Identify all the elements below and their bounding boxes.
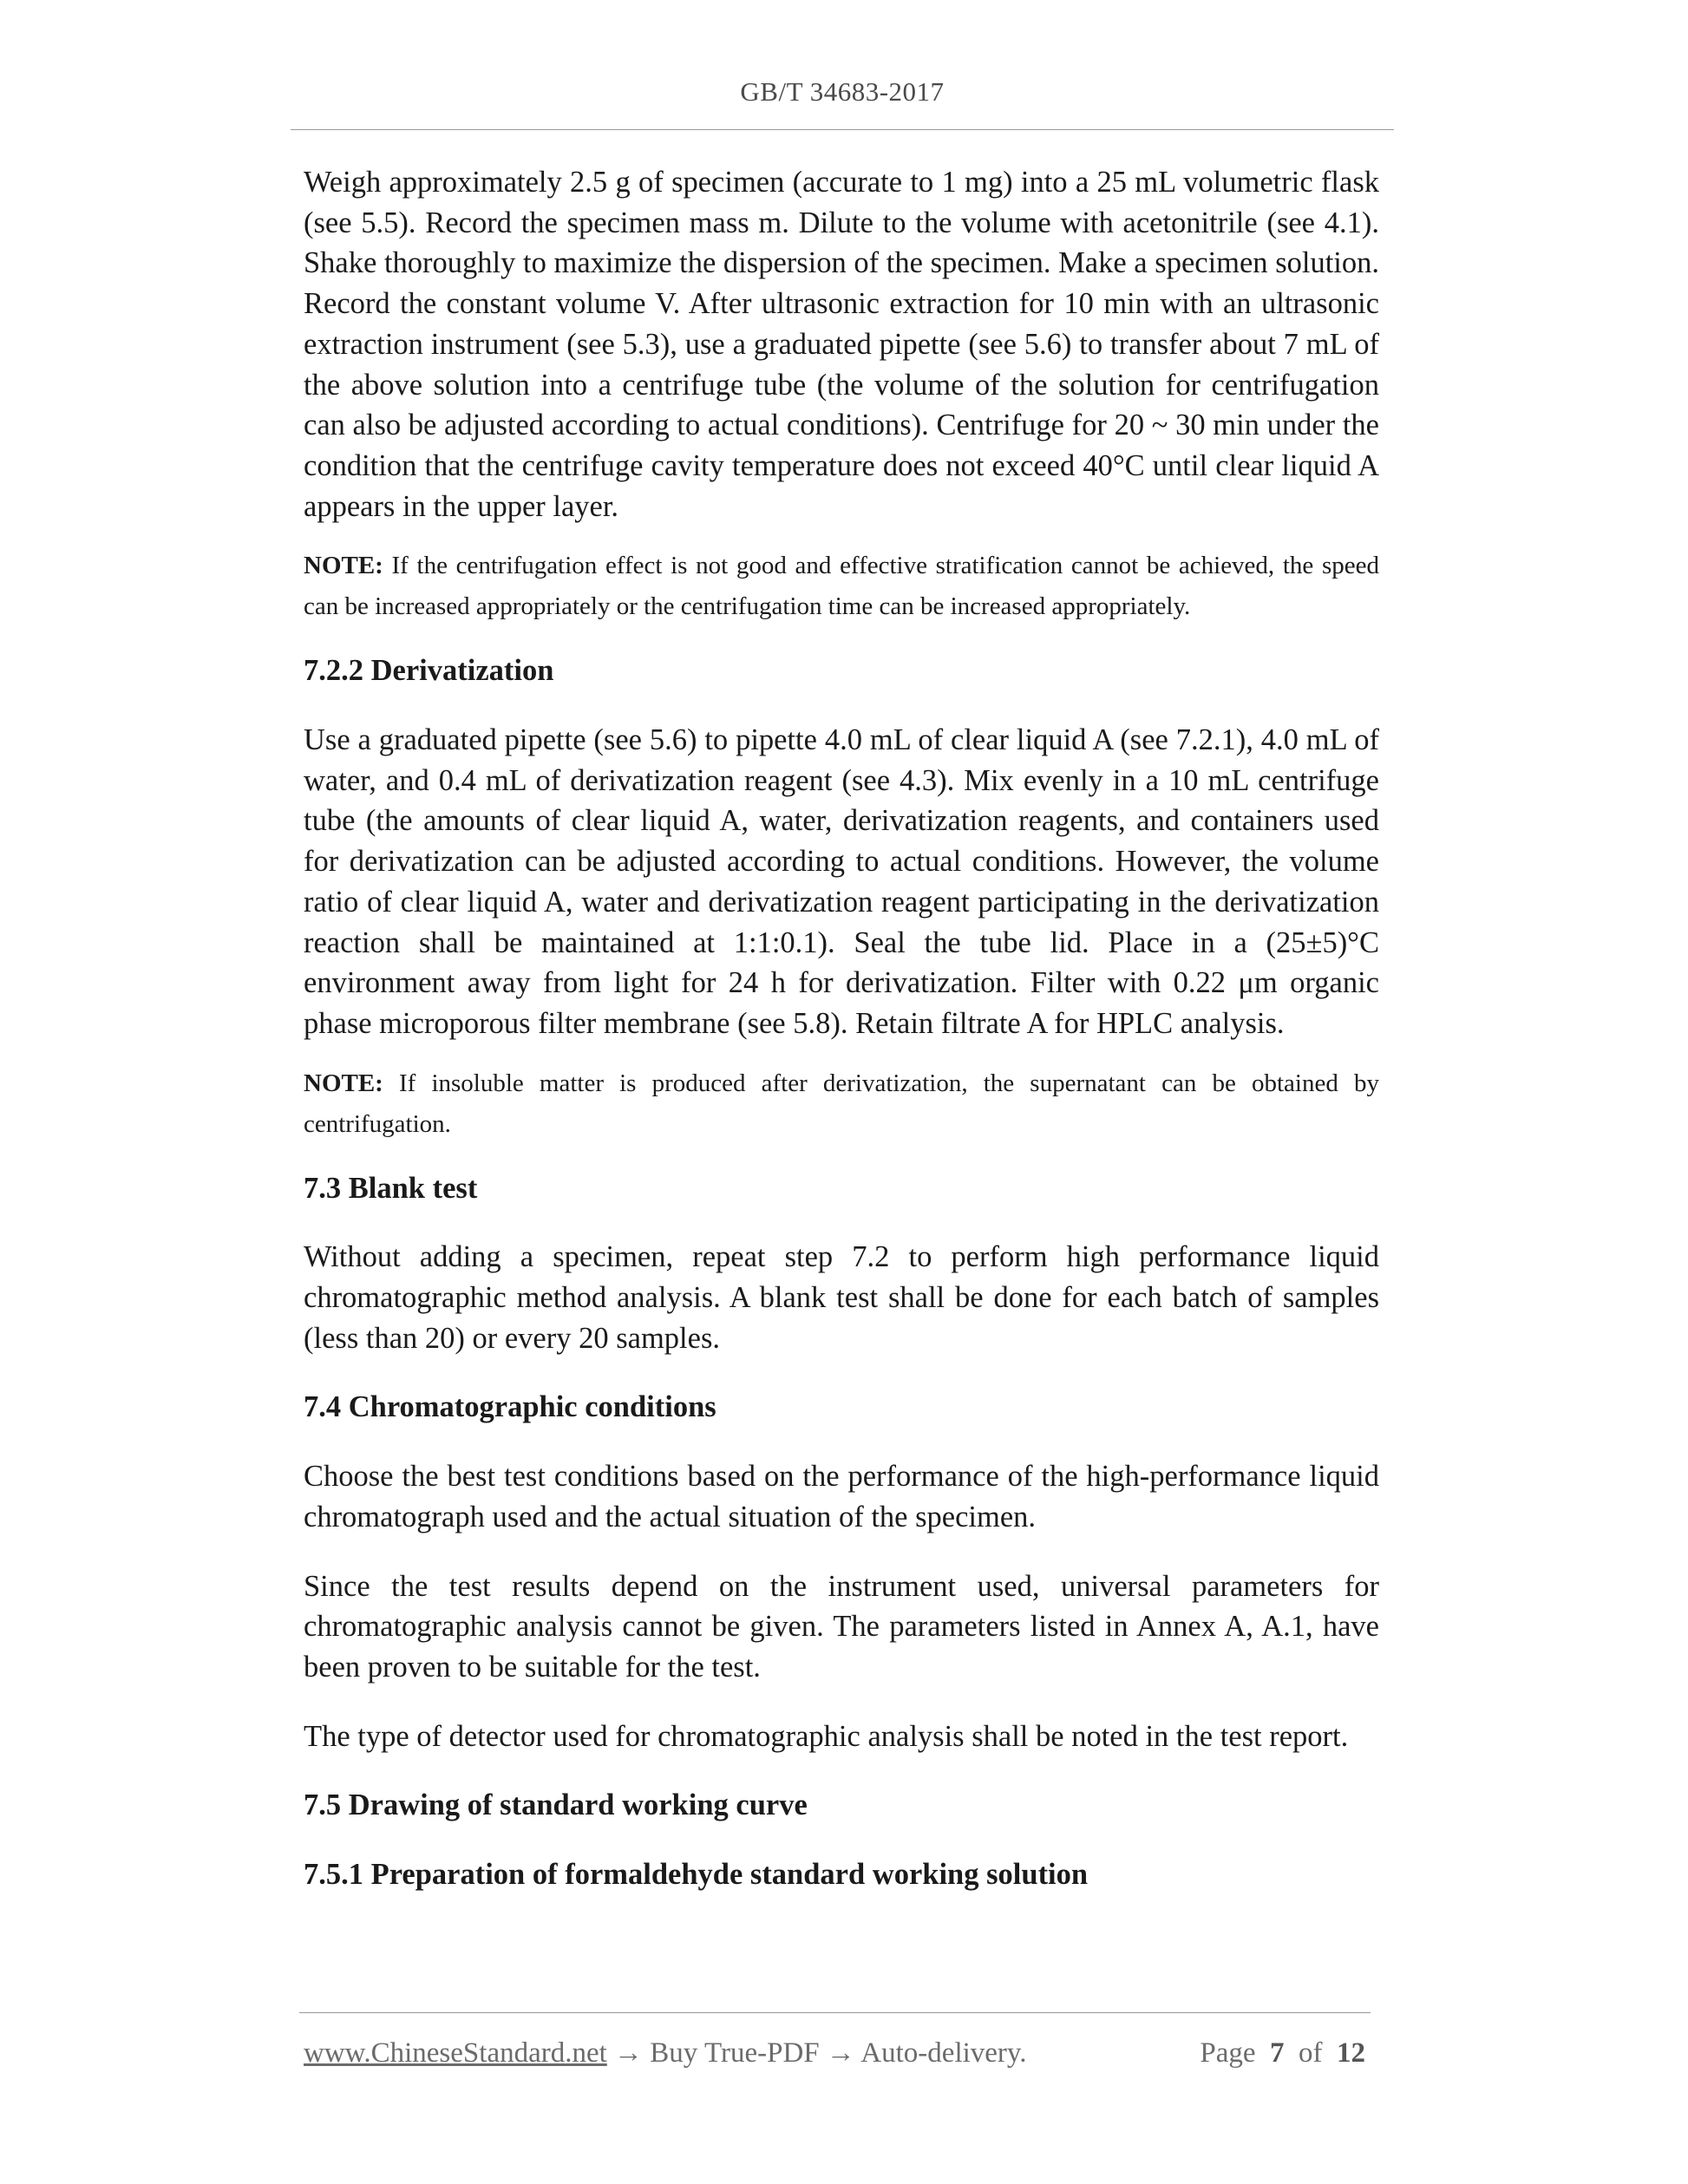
footer-divider: [299, 2012, 1371, 2013]
section-heading-7-5: 7.5 Drawing of standard working curve: [304, 1788, 808, 1822]
header-divider: [291, 129, 1394, 130]
page-indicator: [1200, 2032, 1365, 2074]
footer-promo-text: → Buy True-PDF → Auto-delivery.: [606, 2037, 1027, 2069]
note-text: If the centrifugation effect is not good and effective stratification cannot be achieved, the speed can be increased appropriately or the centrifugation time can be increased appropriately.: [304, 552, 1379, 621]
of-word: of: [1299, 2037, 1323, 2069]
page-footer: [304, 2032, 1371, 2074]
note-insoluble-matter: [304, 1063, 1379, 1145]
paragraph-blank-test: Without adding a specimen, repeat step 7.2 to perform high performance liquid chromatographic method analysis. A blank test shall be done for each batch of samples (less than 20) or every 20 samples.: [304, 1240, 1379, 1355]
note-text: If insoluble matter is produced after derivatization, the supernatant can be obtained by centrifugation.: [304, 1069, 1379, 1138]
page-word: Page: [1200, 2037, 1256, 2069]
paragraph-detector-type: The type of detector used for chromatographic analysis shall be noted in the test report.: [304, 1719, 1349, 1753]
note-label: NOTE:: [304, 1069, 383, 1097]
note-label: NOTE:: [304, 552, 383, 580]
note-centrifugation: [304, 546, 1379, 627]
section-heading-7-3: 7.3 Blank test: [304, 1171, 478, 1205]
section-heading-7-5-1: 7.5.1 Preparation of formaldehyde standard working solution: [304, 1858, 1089, 1892]
paragraph-derivatization: Use a graduated pipette (see 5.6) to pipette 4.0 mL of clear liquid A (see 7.2.1), 4.0 mL of water, and 0.4 mL of derivatization reagent (see 4.3). Mix evenly in a 10 mL centrifuge tube (the amounts of clear liquid A, water, derivatization reagents, and containers used for derivatization can be adjusted according to actual conditions. However, the volume ratio of clear liquid A, water and derivatization reagent participating in the derivatization reaction shall be maintained at 1:1:0.1). Seal the tube lid. Place in a (25±5)°C environment away from light for 24 h for derivatization. Filter with 0.22 μm organic phase microporous filter membrane (see 5.8). Retain filtrate A for HPLC analysis.: [304, 723, 1379, 1040]
paragraph-universal-parameters: Since the test results depend on the instrument used, universal parameters for chromatographic analysis cannot be given. The parameters listed in Annex A, A.1, have been proven to be suitable for the test.: [304, 1569, 1379, 1684]
document-code-header: GB/T 34683-2017: [740, 76, 945, 107]
page-body: [304, 162, 1379, 1895]
paragraph-test-conditions: Choose the best test conditions based on the performance of the high-performance liquid chromatograph used and the actual situation of the specimen.: [304, 1460, 1379, 1533]
section-heading-7-4: 7.4 Chromatographic conditions: [304, 1390, 716, 1424]
total-page-count: 12: [1337, 2037, 1365, 2069]
current-page-number: 7: [1270, 2037, 1285, 2069]
section-heading-7-2-2: 7.2.2 Derivatization: [304, 654, 554, 688]
paragraph-specimen-preparation: Weigh approximately 2.5 g of specimen (accurate to 1 mg) into a 25 mL volumetric flask (see 5.5). Record the specimen mass m. Dilute to the volume with acetonitrile (see 4.1). Shake thoroughly to maximize the dispersion of the specimen. Make a specimen solution. Record the constant volume V. After ultrasonic extraction for 10 min with an ultrasonic extraction instrument (see 5.3), use a graduated pipette (see 5.6) to transfer about 7 mL of the above solution into a centrifuge tube (the volume of the solution for centrifugation can also be adjusted according to actual conditions). Centrifuge for 20 ~ 30 min under the condition that the centrifuge cavity temperature does not exceed 40°C until clear liquid A appears in the upper layer.: [304, 166, 1379, 523]
website-link[interactable]: www.ChineseStandard.net: [304, 2037, 607, 2069]
